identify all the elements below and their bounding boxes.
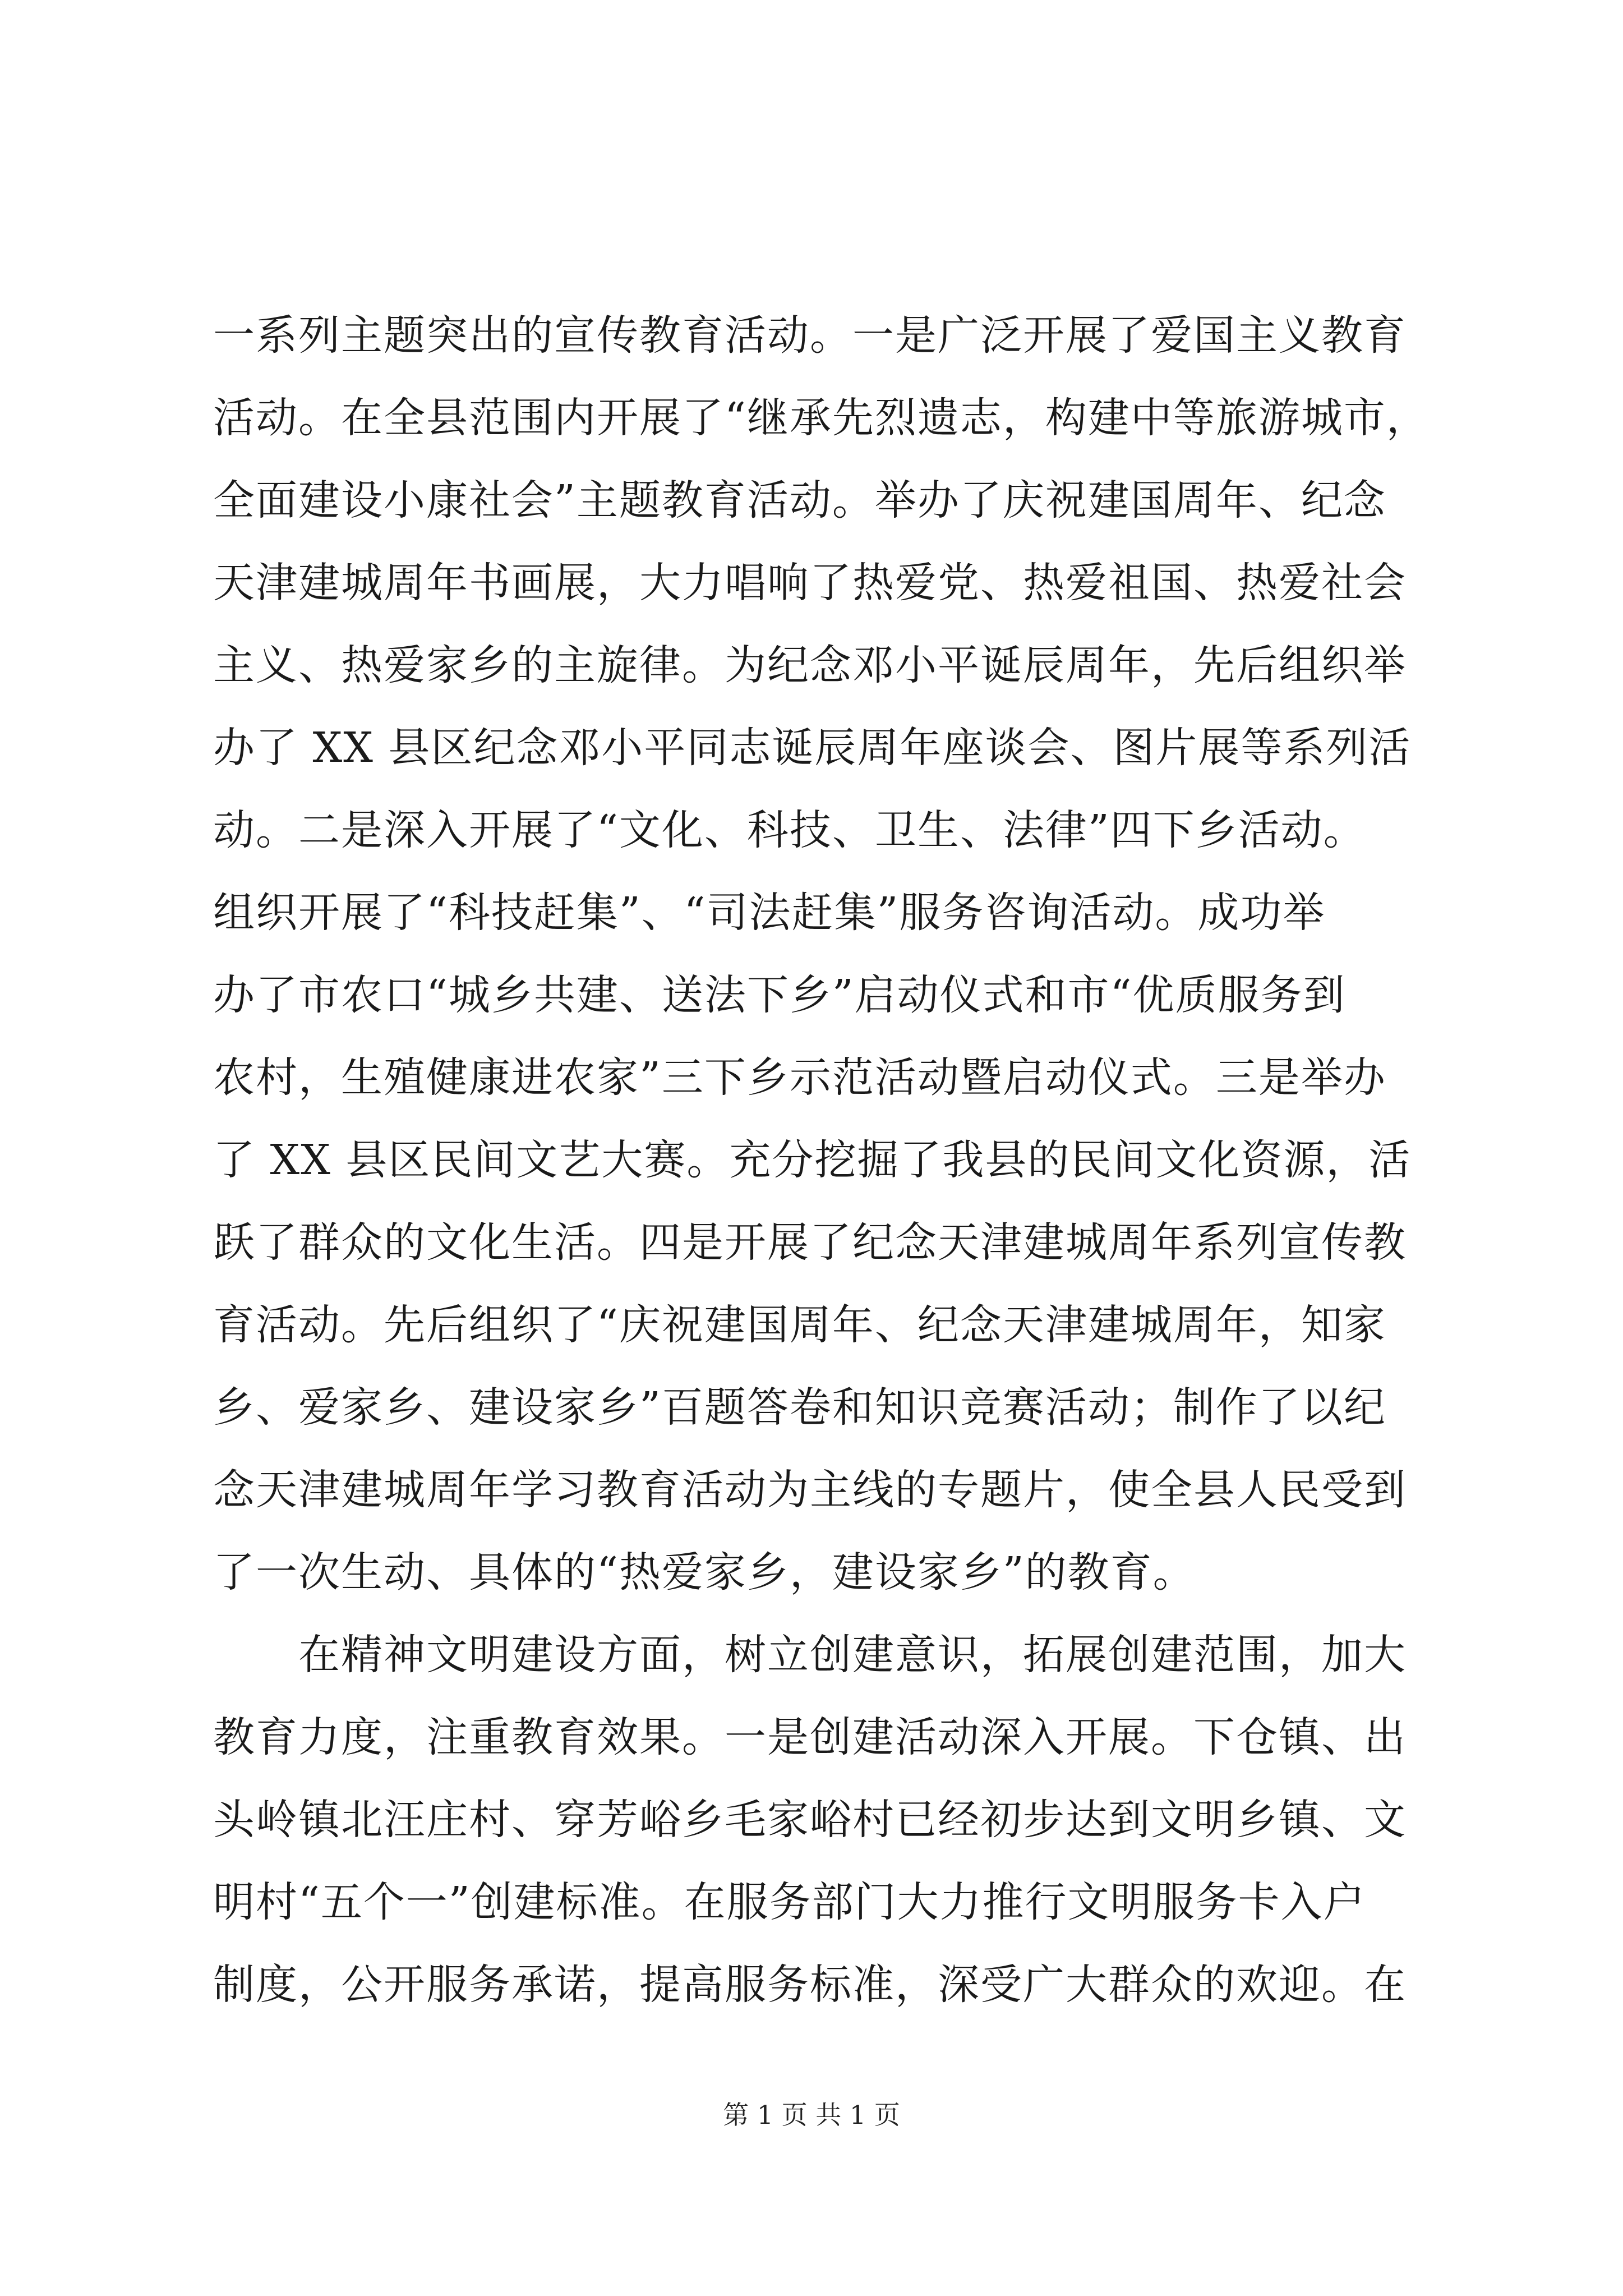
text-line: 教育力度，注重教育效果。一是创建活动深入开展。下仓镇、出	[213, 1713, 1407, 1761]
text-line: 办了市农口“城乡共建、送法下乡”启动仪式和市“优质服务到	[213, 971, 1346, 1019]
text-line: 了一次生动、具体的“热爱家乡，建设家乡”的教育。	[213, 1548, 1196, 1596]
text-line: 明村“五个一”创建标准。在服务部门大力推行文明服务卡入户	[213, 1878, 1366, 1926]
text-line: 乡、爱家乡、建设家乡”百题答卷和知识竞赛活动；制作了以纪	[213, 1383, 1386, 1432]
page-number-footer: 第 1 页 共 1 页	[723, 2100, 900, 2130]
text-line: 主义、热爱家乡的主旋律。为纪念邓小平诞辰周年，先后组织举	[213, 641, 1407, 689]
text-line: 一系列主题突出的宣传教育活动。一是广泛开展了爱国主义教育	[213, 311, 1407, 360]
text-line: 动。二是深入开展了“文化、科技、卫生、法律”四下乡活动。	[213, 806, 1366, 854]
text-line: 天津建城周年书画展，大力唱响了热爱党、热爱祖国、热爱社会	[213, 559, 1407, 607]
text-line: 育活动。先后组织了“庆祝建国周年、纪念天津建城周年，知家	[213, 1301, 1386, 1349]
text-line: 念天津建城周年学习教育活动为主线的专题片，使全县人民受到	[213, 1466, 1407, 1514]
paragraph-start-line: 在精神文明建设方面，树立创建意识，拓展创建范围，加大	[213, 1631, 1407, 1679]
text-line: 全面建设小康社会”主题教育活动。举办了庆祝建国周年、纪念	[213, 476, 1386, 524]
text-line: 办了 XX 县区纪念邓小平同志诞辰周年座谈会、图片展等系列活	[213, 724, 1412, 772]
document-body	[213, 295, 1429, 2026]
text-line: 跃了群众的文化生活。四是开展了纪念天津建城周年系列宣传教	[213, 1218, 1407, 1267]
text-line: 头岭镇北汪庄村、穿芳峪乡毛家峪村已经初步达到文明乡镇、文	[213, 1796, 1407, 1844]
text-line: 组织开展了“科技赶集”、“司法赶集”服务咨询活动。成功举	[213, 889, 1326, 937]
text-line: 活动。在全县范围内开展了“继承先烈遗志，构建中等旅游城市，	[213, 394, 1429, 442]
text-line: 制度，公开服务承诺，提高服务标准，深受广大群众的欢迎。在	[213, 1961, 1407, 2009]
text-line: 了 XX 县区民间文艺大赛。充分挖掘了我县的民间文化资源，活	[213, 1136, 1412, 1184]
text-line: 农村，生殖健康进农家”三下乡示范活动暨启动仪式。三是举办	[213, 1053, 1386, 1102]
